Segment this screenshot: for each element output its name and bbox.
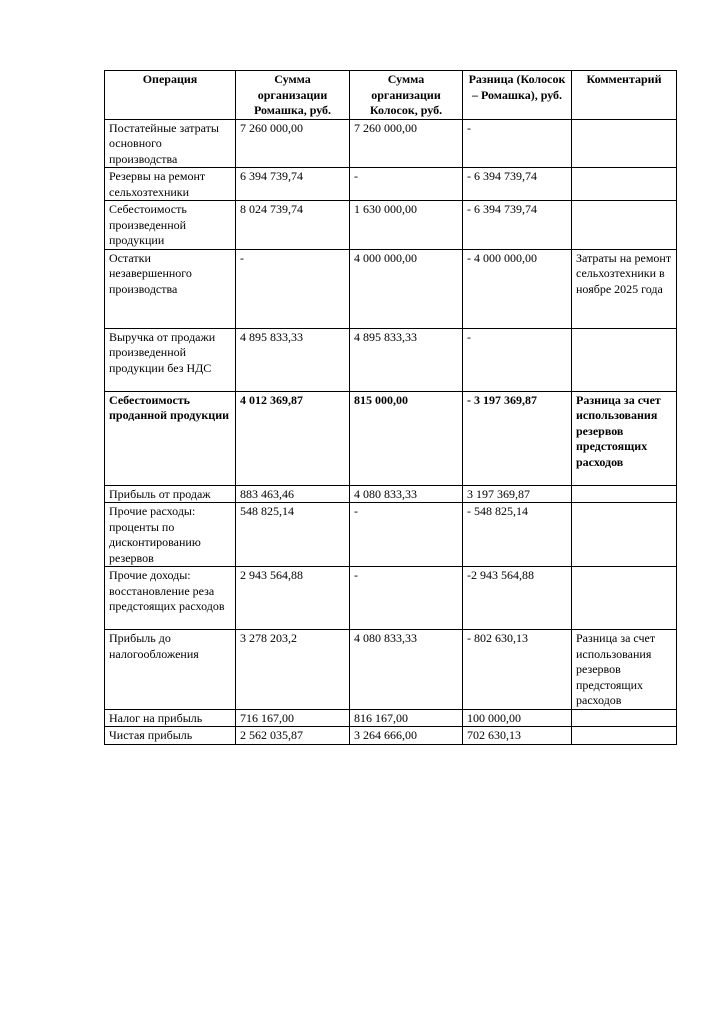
cell-comment bbox=[572, 567, 677, 630]
table-row bbox=[105, 201, 677, 250]
table-header-row bbox=[105, 71, 677, 120]
cell-difference: 702 630,13 bbox=[463, 727, 572, 745]
cell-operation: Налог на прибыль bbox=[105, 709, 236, 727]
cell-operation: Постатейные затраты основного производства bbox=[105, 119, 236, 168]
cell-romashka: 548 825,14 bbox=[236, 503, 350, 567]
cell-romashka: 4 012 369,87 bbox=[236, 391, 350, 485]
table-row bbox=[105, 630, 677, 710]
cell-operation: Прочие расходы: проценты по дисконтированию резервов bbox=[105, 503, 236, 567]
cell-operation: Прибыль от продаж bbox=[105, 485, 236, 503]
cell-comment: Разница за счет использования резервов предстоящих расходов bbox=[572, 630, 677, 710]
cell-operation: Резервы на ремонт сельхозтехники bbox=[105, 168, 236, 201]
cell-comment bbox=[572, 201, 677, 250]
header-operation: Операция bbox=[105, 71, 236, 120]
cell-comment bbox=[572, 168, 677, 201]
table-row bbox=[105, 567, 677, 630]
cell-operation: Прибыль до налогообложения bbox=[105, 630, 236, 710]
cell-difference: - 6 394 739,74 bbox=[463, 201, 572, 250]
cell-romashka: 8 024 739,74 bbox=[236, 201, 350, 250]
cell-difference: - 802 630,13 bbox=[463, 630, 572, 710]
cell-operation: Чистая прибыль bbox=[105, 727, 236, 745]
cell-comment bbox=[572, 709, 677, 727]
cell-difference: 100 000,00 bbox=[463, 709, 572, 727]
cell-comment: Разница за счет использования резервов предстоящих расходов bbox=[572, 391, 677, 485]
cell-romashka: - bbox=[236, 249, 350, 328]
comparison-table bbox=[104, 70, 677, 745]
cell-comment bbox=[572, 119, 677, 168]
cell-kolosok: 4 080 833,33 bbox=[350, 630, 463, 710]
cell-operation: Остатки незавершенного производства bbox=[105, 249, 236, 328]
table-row bbox=[105, 503, 677, 567]
table-row bbox=[105, 249, 677, 328]
cell-kolosok: 1 630 000,00 bbox=[350, 201, 463, 250]
header-romashka-sum: Сумма организации Ромашка, руб. bbox=[236, 71, 350, 120]
cell-romashka: 7 260 000,00 bbox=[236, 119, 350, 168]
cell-comment bbox=[572, 328, 677, 391]
table-row bbox=[105, 727, 677, 745]
cell-kolosok: 7 260 000,00 bbox=[350, 119, 463, 168]
cell-difference: - 6 394 739,74 bbox=[463, 168, 572, 201]
table-row bbox=[105, 485, 677, 503]
table-row bbox=[105, 168, 677, 201]
cell-romashka: 2 943 564,88 bbox=[236, 567, 350, 630]
cell-difference: - 548 825,14 bbox=[463, 503, 572, 567]
cell-romashka: 883 463,46 bbox=[236, 485, 350, 503]
table-row bbox=[105, 709, 677, 727]
cell-comment bbox=[572, 485, 677, 503]
cell-difference: 3 197 369,87 bbox=[463, 485, 572, 503]
cell-comment bbox=[572, 503, 677, 567]
cell-kolosok: 4 000 000,00 bbox=[350, 249, 463, 328]
cell-difference: - bbox=[463, 119, 572, 168]
cell-operation: Себестоимость произведенной продукции bbox=[105, 201, 236, 250]
cell-difference: - bbox=[463, 328, 572, 391]
header-comment: Комментарий bbox=[572, 71, 677, 120]
table-row bbox=[105, 391, 677, 485]
cell-difference: - 3 197 369,87 bbox=[463, 391, 572, 485]
cell-comment: Затраты на ремонт сельхозтехники в ноябре 2025 года bbox=[572, 249, 677, 328]
cell-kolosok: - bbox=[350, 567, 463, 630]
cell-operation: Себестоимость проданной продукции bbox=[105, 391, 236, 485]
cell-kolosok: - bbox=[350, 168, 463, 201]
cell-difference: -2 943 564,88 bbox=[463, 567, 572, 630]
header-kolosok-sum: Сумма организации Колосок, руб. bbox=[350, 71, 463, 120]
cell-comment bbox=[572, 727, 677, 745]
cell-kolosok: 815 000,00 bbox=[350, 391, 463, 485]
cell-difference: - 4 000 000,00 bbox=[463, 249, 572, 328]
table-row bbox=[105, 328, 677, 391]
cell-romashka: 4 895 833,33 bbox=[236, 328, 350, 391]
cell-kolosok: 4 080 833,33 bbox=[350, 485, 463, 503]
cell-romashka: 6 394 739,74 bbox=[236, 168, 350, 201]
cell-kolosok: - bbox=[350, 503, 463, 567]
cell-romashka: 716 167,00 bbox=[236, 709, 350, 727]
cell-romashka: 3 278 203,2 bbox=[236, 630, 350, 710]
cell-operation: Прочие доходы: восстановление реза предстоящих расходов bbox=[105, 567, 236, 630]
cell-kolosok: 4 895 833,33 bbox=[350, 328, 463, 391]
cell-kolosok: 816 167,00 bbox=[350, 709, 463, 727]
cell-kolosok: 3 264 666,00 bbox=[350, 727, 463, 745]
cell-romashka: 2 562 035,87 bbox=[236, 727, 350, 745]
table-row bbox=[105, 119, 677, 168]
cell-operation: Выручка от продажи произведенной продукции без НДС bbox=[105, 328, 236, 391]
header-difference: Разница (Колосок – Ромашка), руб. bbox=[463, 71, 572, 120]
